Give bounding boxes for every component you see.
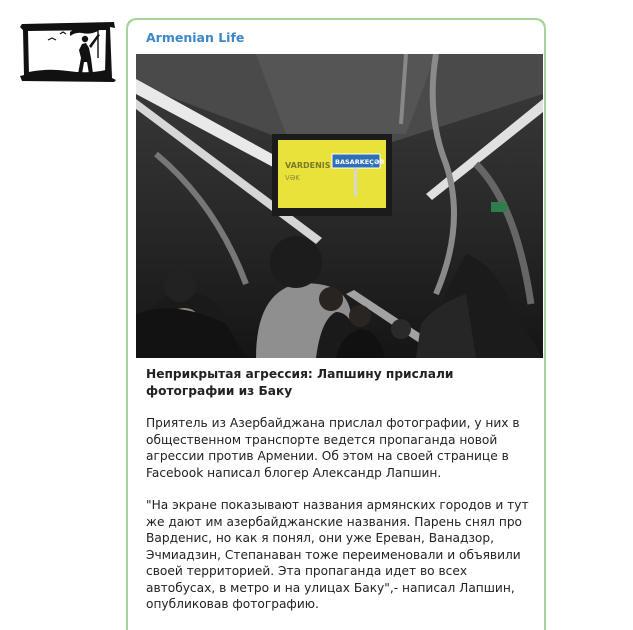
post-paragraph-1: Приятель из Азербайджана прислал фотографии, у них в общественном транспорте ведется пропаганда новой агрессии против Армении. Об этом на своей странице в Facebook написал блогер Александр Лапшин. [146, 416, 520, 480]
post-paragraph-2: "На экране показывают названия армянских городов и тут же дают им азербайджанские названия. Парень снял про Варденис, но как я понял, они уже Ереван, Ванадзор, Эчмиадзин, Степанаван тоже переименовали и объявили своей территорией. Эта пропаганда идет во всех автобусах, в метро и на улицах Баку",- написал Лапшин, опубликовав фотографию. [146, 498, 529, 611]
post-text [146, 366, 536, 629]
post-headline: Неприкрытая агрессия: Лапшину прислали фотографии из Баку [146, 367, 454, 398]
screen-text-vardenis: VARDENIS [285, 161, 331, 170]
post-frame [126, 18, 546, 630]
post-photo[interactable] [136, 54, 543, 358]
silhouette-flag-avatar-icon [18, 18, 118, 84]
channel-avatar[interactable] [18, 18, 118, 84]
screen-text-vek: VƏK [285, 174, 300, 182]
screen-sign-basarkecer: BASARKEÇƏR [335, 158, 385, 166]
message-bubble [128, 20, 544, 630]
bus-interior-image [136, 54, 543, 358]
channel-name[interactable]: Armenian Life [146, 30, 245, 45]
